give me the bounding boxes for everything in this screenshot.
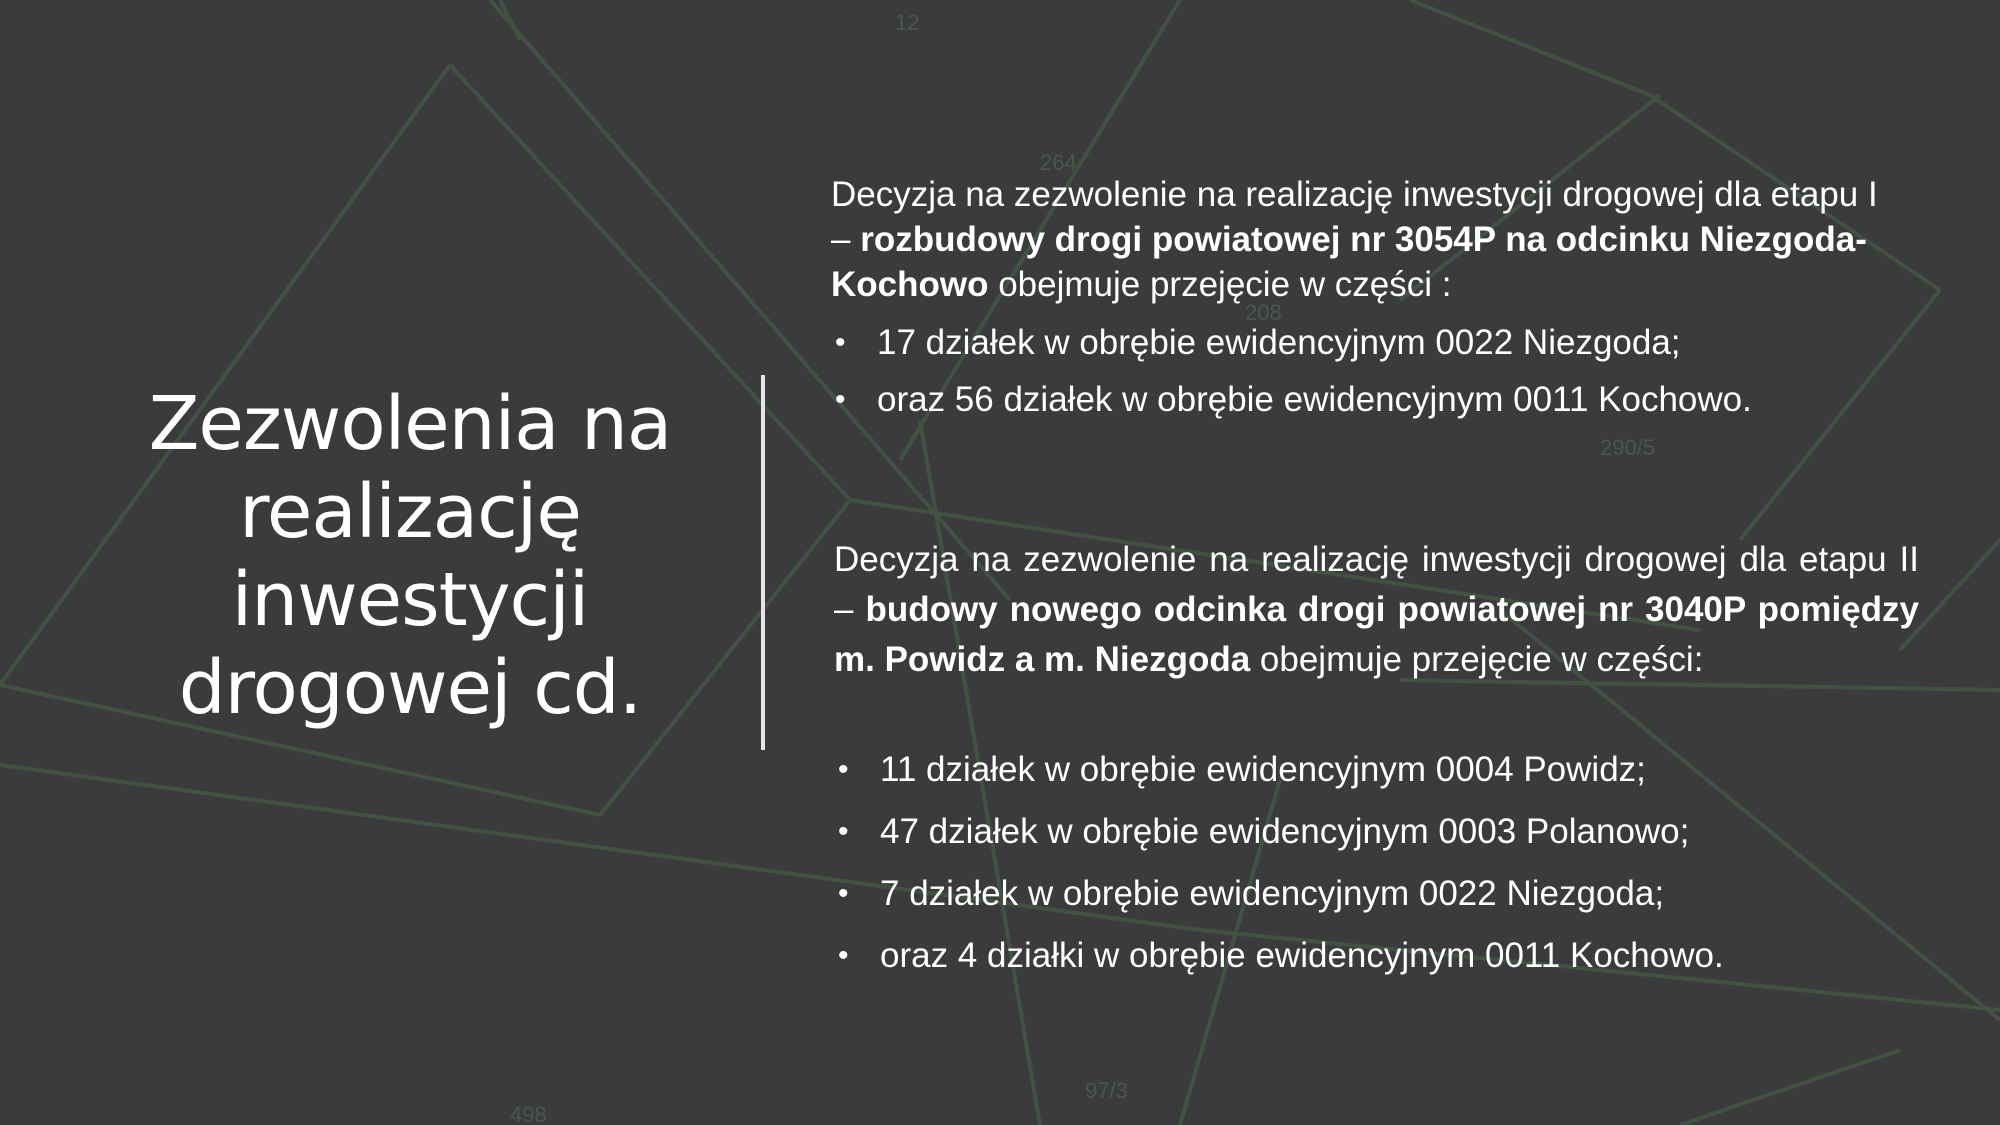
map-label: 208 xyxy=(1245,300,1282,325)
map-label: 12 xyxy=(895,10,920,35)
stage-1-road-name: rozbudowy drogi powiatowej nr 3054P na odcinku Niezgoda-Kochowo xyxy=(831,220,1867,304)
list-item-text: 11 działek w obrębie ewidencyjnym 0004 Powidz; xyxy=(880,750,1646,789)
list-item-text: 17 działek w obrębie ewidencyjnym 0022 Niezgoda; xyxy=(877,323,1681,362)
map-line xyxy=(500,0,520,40)
list-item xyxy=(831,377,1931,422)
list-item-text: 47 działek w obrębie ewidencyjnym 0003 Polanowo; xyxy=(880,812,1690,851)
map-line xyxy=(1680,1050,1900,1125)
stage-2-decision-text xyxy=(834,535,1919,685)
stage-2-intro-text: Decyzja na zezwolenie na realizację inwestycji drogowej dla etapu II – xyxy=(834,540,1919,629)
stage-1-decision-text xyxy=(831,172,1881,307)
stage-2-scope-text: obejmuje przejęcie w części: xyxy=(1250,640,1704,679)
stage-1-intro-text: Decyzja na zezwolenie na realizację inwestycji drogowej dla etapu I – xyxy=(831,175,1878,259)
list-item-text: oraz 56 działek w obrębie ewidencyjnym 0011 Kochowo. xyxy=(877,380,1752,419)
stage-2-parcel-list xyxy=(834,747,1934,995)
list-item xyxy=(834,809,1934,854)
map-line xyxy=(1410,0,1650,95)
bullet-icon: • xyxy=(835,383,846,416)
list-item xyxy=(834,871,1934,916)
list-item-text: oraz 4 działki w obrębie ewidencyjnym 0011 Kochowo. xyxy=(880,936,1724,975)
map-label: 498 xyxy=(510,1102,547,1125)
map-label: 290/5 xyxy=(1600,435,1656,460)
list-item xyxy=(834,933,1934,978)
map-label: 97/3 xyxy=(1085,1078,1128,1103)
list-item xyxy=(831,320,1931,365)
stage-1-scope-text: obejmuje przejęcie w części : xyxy=(988,265,1452,304)
bullet-icon: • xyxy=(838,877,849,910)
list-item xyxy=(834,747,1934,792)
vertical-divider xyxy=(761,375,765,750)
bullet-icon: • xyxy=(835,326,846,359)
map-label: 264 xyxy=(1040,150,1077,175)
bullet-icon: • xyxy=(838,753,849,786)
bullet-icon: • xyxy=(838,815,849,848)
stage-2-road-name: budowy nowego odcinka drogi powiatowej nr 3040P pomiędzy m. Powidz a m. Niezgoda xyxy=(834,590,1919,679)
stage-1-parcel-list xyxy=(831,320,1931,434)
slide-title: Zezwolenia na realizację inwestycji drogowej cd. xyxy=(148,381,672,731)
list-item-text: 7 działek w obrębie ewidencyjnym 0022 Niezgoda; xyxy=(880,874,1665,913)
bullet-icon: • xyxy=(838,939,849,972)
